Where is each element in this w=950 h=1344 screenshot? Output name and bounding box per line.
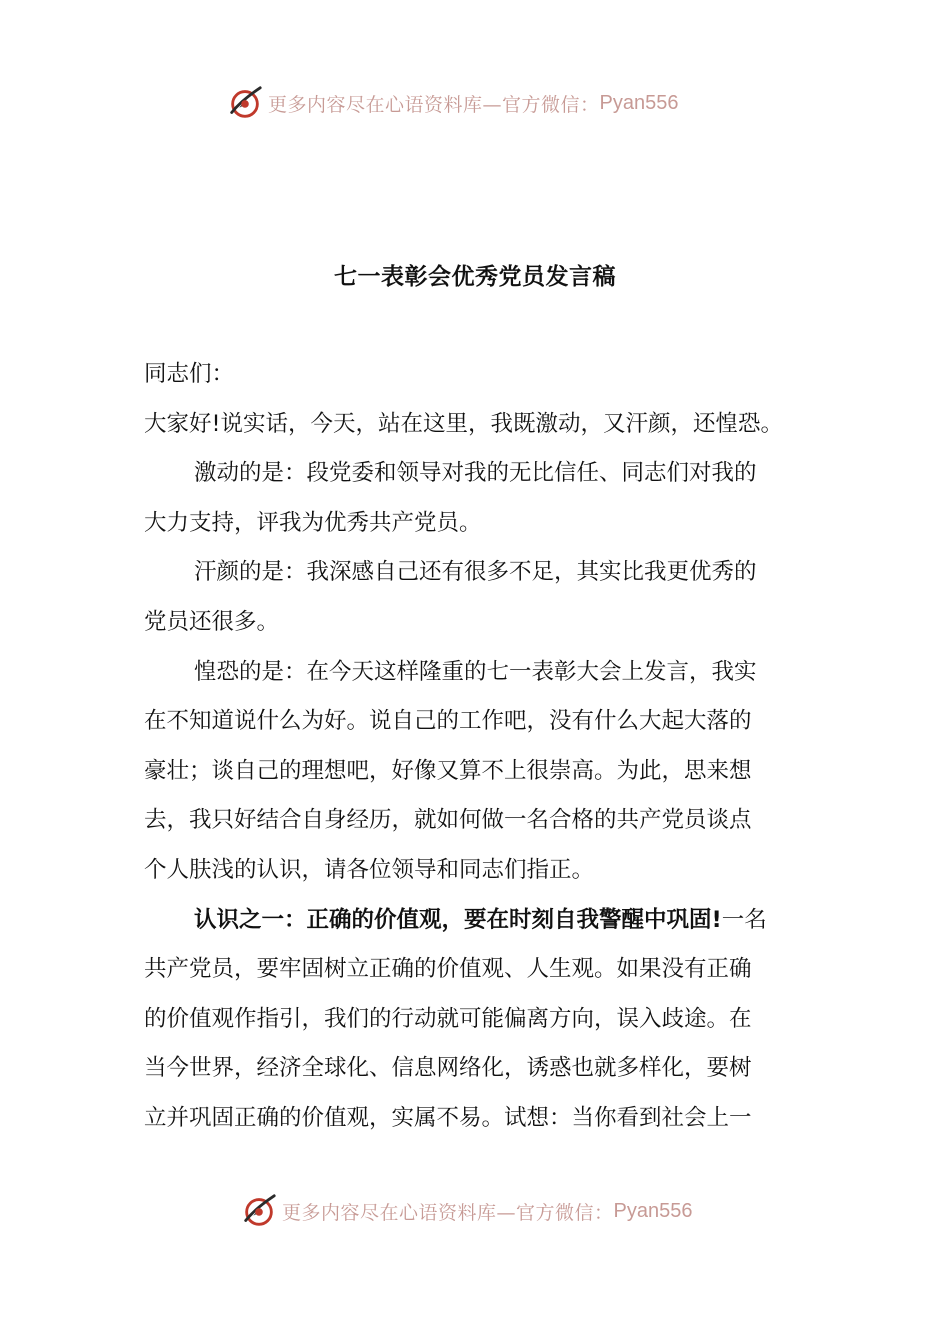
body-line: 大力支持，评我为优秀共产党员。	[144, 509, 482, 536]
body-line: 激动的是：段党委和领导对我的无比信任、同志们对我的	[194, 460, 757, 487]
pen-seal-logo-icon	[240, 1192, 278, 1230]
body-line: 共产党员，要牢固树立正确的价值观、人生观。如果没有正确	[144, 956, 752, 983]
section1-heading: 认识之一：正确的价值观，要在时刻自我警醒中巩固!	[194, 906, 722, 933]
document-title: 七一表彰会优秀党员发言稿	[334, 264, 616, 290]
document-body	[144, 350, 824, 1144]
watermark-text: 更多内容尽在心语资料库—官方微信：	[282, 1201, 614, 1224]
watermark-wechat-id: Pyan556	[599, 91, 679, 114]
section1-lead: 一名	[721, 906, 767, 933]
watermark-wechat-id: Pyan556	[613, 1199, 693, 1222]
footer-watermark	[0, 1192, 950, 1232]
body-line: 大家好!说实话，今天，站在这里，我既激动，又汗颜，还惶恐。	[144, 410, 784, 437]
body-line: 汗颜的是：我深感自己还有很多不足，其实比我更优秀的	[194, 559, 757, 586]
body-line: 当今世界，经济全球化、信息网络化，诱惑也就多样化，要树	[144, 1055, 752, 1082]
body-line: 立并巩固正确的价值观，实属不易。试想：当你看到社会上一	[144, 1104, 752, 1131]
body-line: 的价值观作指引，我们的行动就可能偏离方向，误入歧途。在	[144, 1005, 752, 1032]
header-watermark	[0, 84, 950, 124]
watermark-text: 更多内容尽在心语资料库—官方微信：	[268, 93, 600, 116]
body-line: 在不知道说什么为好。说自己的工作吧，没有什么大起大落的	[144, 708, 752, 735]
section1-heading-line	[144, 896, 824, 946]
body-line: 惶恐的是：在今天这样隆重的七一表彰大会上发言，我实	[194, 658, 757, 685]
body-line: 豪壮；谈自己的理想吧，好像又算不上很崇高。为此，思来想	[144, 757, 752, 784]
body-line: 去，我只好结合自身经历，就如何做一名合格的共产党员谈点	[144, 807, 752, 834]
pen-seal-logo-icon	[226, 84, 264, 122]
body-line: 个人肤浅的认识，请各位领导和同志们指正。	[144, 856, 595, 883]
body-line: 党员还很多。	[144, 608, 280, 635]
body-line: 同志们：	[144, 361, 235, 387]
